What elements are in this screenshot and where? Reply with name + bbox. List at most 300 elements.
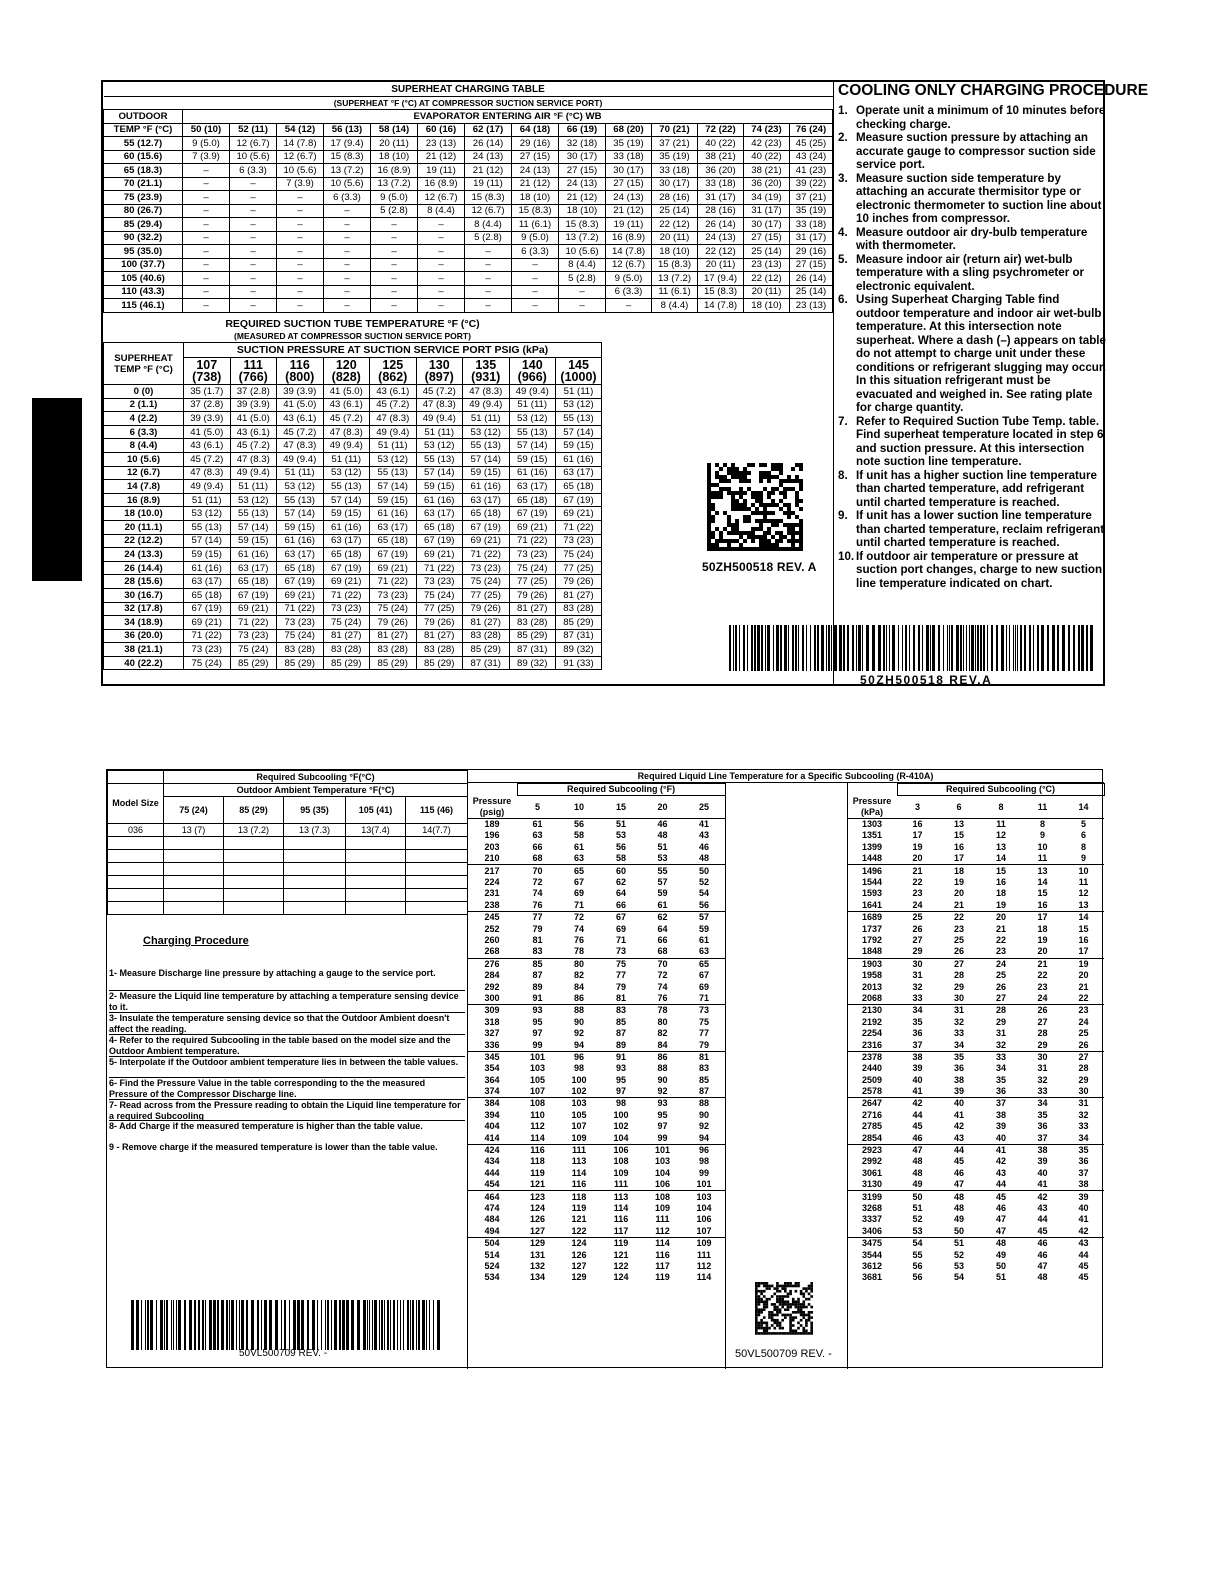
table-cell: 29 xyxy=(995,1016,1006,1027)
table-cell: 37 xyxy=(980,1098,1022,1110)
table-cell: 24 xyxy=(1037,992,1048,1003)
pressure-value: 3681 xyxy=(861,1272,883,1283)
table-cell: 71 xyxy=(573,899,584,910)
step-text: Measure outdoor air dry-bulb temperature with thermometer. xyxy=(856,225,1088,252)
table-cell: 51 (11) xyxy=(463,412,510,426)
column-header: 115 (46) xyxy=(406,797,468,824)
subcooling-f-header: Required Subcooling (°F) xyxy=(517,784,725,796)
pressure-value: 2785 xyxy=(861,1121,883,1132)
table-cell: 74 xyxy=(573,923,584,934)
table-cell: 12 (6.7) xyxy=(465,204,512,218)
table-cell: 16 (8.9) xyxy=(606,231,652,245)
column-header: 5 xyxy=(534,801,540,812)
table-cell: 72 xyxy=(558,912,600,924)
table-cell: 30 (17) xyxy=(652,177,698,191)
table-cell: 23 (13) xyxy=(418,137,465,151)
table-cell: 21 xyxy=(1022,958,1063,970)
table-cell: 53 (12) xyxy=(184,507,231,521)
table-row xyxy=(467,1121,725,1132)
column-header: 50 (10) xyxy=(183,123,230,137)
table-cell: 45 xyxy=(953,1156,964,1167)
superheat-label-text: SUPERHEAT xyxy=(114,352,173,364)
table-cell: – xyxy=(277,258,324,272)
liquid-line-title: Required Liquid Line Temperature for a Specific Subcooling (R-410A) xyxy=(467,770,1104,783)
table-cell: 59 (15) xyxy=(323,507,370,521)
table-cell: 18 (10) xyxy=(559,204,606,218)
table-cell: 54 xyxy=(699,888,710,899)
table-cell: 51 (11) xyxy=(277,466,324,480)
table-cell: – xyxy=(465,258,512,272)
table-cell: 26 xyxy=(1078,1039,1089,1050)
table-row xyxy=(104,245,833,259)
table-cell: – xyxy=(324,258,371,272)
table-row xyxy=(467,1214,725,1225)
table-cell: 66 xyxy=(615,899,626,910)
table-cell: 102 xyxy=(571,1086,587,1097)
row-header: 18 (10.0) xyxy=(104,507,184,521)
table-cell: 12 (6.7) xyxy=(418,191,465,205)
table-cell: 25 (14) xyxy=(744,245,790,259)
table-cell: 47 xyxy=(995,1214,1006,1225)
pressure-value: 2923 xyxy=(847,1144,897,1156)
pressure-kpa-label xyxy=(847,796,897,819)
row-header: 10 (5.6) xyxy=(104,452,184,466)
table-cell: 90 xyxy=(657,1074,668,1085)
table-row xyxy=(847,1098,1104,1110)
table-cell: 13 (7.2) xyxy=(559,231,606,245)
table-cell: 111 xyxy=(655,1214,670,1225)
table-cell: 47 xyxy=(1037,1260,1048,1271)
table-cell: 83 (28) xyxy=(416,643,463,657)
table-cell: 42 xyxy=(1022,1191,1063,1203)
table-row xyxy=(104,656,602,670)
row-header: 2 (1.1) xyxy=(104,398,184,412)
table-cell: 20 xyxy=(1037,946,1048,957)
table-cell: 53 (12) xyxy=(370,452,417,466)
row-header: 16 (8.9) xyxy=(104,493,184,507)
table-cell: – xyxy=(324,285,371,299)
pressure-value: 203 xyxy=(484,841,500,852)
table-cell: 57 (14) xyxy=(416,466,463,480)
table-cell: 81 xyxy=(683,1051,725,1063)
table-cell: 21 xyxy=(1078,981,1089,992)
pressure-value: 2013 xyxy=(861,981,883,992)
table-cell: 79 (26) xyxy=(370,616,417,630)
pressure-value: 238 xyxy=(484,899,500,910)
pressure-header xyxy=(370,358,417,385)
table-cell: 41 xyxy=(953,1109,964,1120)
table-cell: 61 (16) xyxy=(184,561,231,575)
table-cell: 22 xyxy=(912,877,923,888)
table-cell: 15 xyxy=(953,830,964,841)
table-cell: 57 (14) xyxy=(556,425,602,439)
pressure-header xyxy=(509,358,556,385)
table-row xyxy=(467,1039,725,1051)
table-cell: 94 xyxy=(699,1132,710,1143)
pressure-value: 494 xyxy=(484,1225,500,1236)
pressure-header xyxy=(556,358,602,385)
pressure-value: 2130 xyxy=(847,1005,897,1017)
table-row xyxy=(847,842,1104,853)
table-cell: 48 xyxy=(657,830,668,841)
table-cell: – xyxy=(512,285,559,299)
table-cell: 55 (13) xyxy=(463,439,510,453)
table-cell: 30 (17) xyxy=(744,218,790,232)
table-cell: 8 (4.4) xyxy=(559,258,606,272)
table-cell: 111 xyxy=(697,1249,712,1260)
table-cell: 27 xyxy=(912,934,923,945)
table-cell: 49 (9.4) xyxy=(416,412,463,426)
table-cell: 31 (17) xyxy=(744,204,790,218)
table-row xyxy=(847,1132,1104,1144)
table-cell: 39 (22) xyxy=(790,177,833,191)
table-row xyxy=(467,1179,725,1191)
table-row xyxy=(104,588,602,602)
table-cell: 34 xyxy=(1078,1132,1089,1143)
table-cell xyxy=(164,876,224,889)
table-row xyxy=(467,1110,725,1121)
table-cell: 20 (11) xyxy=(698,258,744,272)
table-cell: 114 xyxy=(696,1272,712,1283)
table-cell: 121 xyxy=(613,1249,629,1260)
table-row xyxy=(467,1226,725,1238)
table-cell: 20 xyxy=(953,888,964,899)
table-cell: 31 xyxy=(995,1028,1006,1039)
table-cell: 57 (14) xyxy=(463,452,510,466)
table-cell: 16 xyxy=(1037,899,1048,910)
table-cell: 43 (6.1) xyxy=(370,385,417,399)
table-cell: 29 (16) xyxy=(790,245,833,259)
table-cell: 11 xyxy=(1037,853,1048,864)
charging-step: 3- Insulate the temperature sensing device so that the Outdoor Ambient doesn't affect the reading. xyxy=(109,1012,465,1035)
table-row xyxy=(847,993,1104,1005)
row-header: 34 (18.9) xyxy=(104,616,184,630)
table-cell: 69 (21) xyxy=(416,548,463,562)
table-cell: 31 (17) xyxy=(698,191,744,205)
table-cell: 14 (7.8) xyxy=(606,245,652,259)
table-cell: 85 (29) xyxy=(323,656,370,670)
table-cell: 58 xyxy=(573,830,584,841)
table-row xyxy=(467,1086,725,1098)
table-cell: 67 (19) xyxy=(509,507,556,521)
table-cell: – xyxy=(465,245,512,259)
table-cell: 24 (13) xyxy=(606,191,652,205)
table-cell: 52 xyxy=(699,877,710,888)
charging-step: 2- Measure the Liquid line temperature by attaching a temperature sensing device to it. xyxy=(109,990,465,1013)
table-cell: 107 xyxy=(529,1086,546,1097)
table-row xyxy=(467,993,725,1005)
table-cell: 28 xyxy=(1037,1028,1048,1039)
table-cell: 59 (15) xyxy=(463,466,510,480)
table-row xyxy=(847,1272,1104,1283)
pressure-value: 2316 xyxy=(861,1039,883,1050)
table-cell: 105 xyxy=(529,1074,546,1085)
table-cell: 49 xyxy=(912,1179,923,1190)
suction-title: REQUIRED SUCTION TUBE TEMPERATURE °F (°C) xyxy=(225,317,480,330)
table-cell: 5 xyxy=(1063,818,1104,830)
part-number: 50VL500709 REV. - xyxy=(735,1348,832,1360)
empty-row xyxy=(108,837,468,850)
pressure-value: 2992 xyxy=(861,1156,883,1167)
table-cell xyxy=(108,902,164,915)
column-header: 74 (23) xyxy=(744,123,790,137)
model-size: 036 xyxy=(108,824,164,837)
table-cell: 39 (3.9) xyxy=(230,398,277,412)
row-header: 75 (23.9) xyxy=(104,191,183,205)
column-header: 6 xyxy=(956,801,962,812)
table-cell: 82 xyxy=(573,970,584,981)
pressure-value: 1399 xyxy=(861,841,883,852)
table-row xyxy=(847,1005,1104,1017)
table-cell: 28 (16) xyxy=(652,191,698,205)
table-cell: 16 xyxy=(953,841,964,852)
table-cell: 20 xyxy=(912,853,923,864)
pressure-value: 1903 xyxy=(847,958,897,970)
table-cell: 35 (19) xyxy=(652,150,698,164)
table-cell: 23 xyxy=(1063,1005,1104,1017)
row-header: 36 (20.0) xyxy=(104,629,184,643)
table-cell xyxy=(108,837,164,850)
column-header: 3 xyxy=(914,801,920,812)
column-header: 14 xyxy=(1078,801,1089,812)
table-row xyxy=(104,616,602,630)
table-cell: 43 (6.1) xyxy=(323,398,370,412)
table-cell: 57 (14) xyxy=(184,534,231,548)
table-cell: 43 (6.1) xyxy=(230,425,277,439)
pressure-value: 534 xyxy=(484,1272,500,1283)
table-cell: 108 xyxy=(517,1098,558,1110)
table-row xyxy=(104,150,833,164)
table-row xyxy=(467,1249,725,1260)
table-cell xyxy=(164,837,224,850)
table-cell: 65 xyxy=(558,865,600,877)
table-cell xyxy=(284,902,346,915)
pressure-value: 1303 xyxy=(847,818,897,830)
table-cell: 28 xyxy=(1078,1063,1089,1074)
table-cell: 27 (15) xyxy=(744,231,790,245)
table-cell: 31 xyxy=(938,1005,980,1017)
table-row xyxy=(847,877,1104,888)
pressure-value: 2068 xyxy=(861,992,883,1003)
table-cell: – xyxy=(183,204,230,218)
table-cell: 20 xyxy=(980,912,1022,924)
table-cell: 28 (16) xyxy=(698,204,744,218)
table-cell: 10 (5.6) xyxy=(324,177,371,191)
table-cell: 17 (9.4) xyxy=(324,137,371,151)
table-cell: 69 (21) xyxy=(463,534,510,548)
table-cell: 18 (10) xyxy=(512,191,559,205)
table-cell: 88 xyxy=(558,1005,600,1017)
step-text: If unit has a higher suction line temperature than charted temperature, add refrigerant until charted temperature is reached. xyxy=(856,468,1097,509)
pressure-value: 292 xyxy=(484,981,500,992)
table-cell: 63 xyxy=(699,946,710,957)
table-cell: 69 (21) xyxy=(370,561,417,575)
pressure-value: 424 xyxy=(467,1144,517,1156)
table-cell: – xyxy=(277,299,324,313)
table-cell: 91 xyxy=(600,1051,642,1063)
table-cell: 13 (7.2) xyxy=(324,164,371,178)
table-cell: 13 xyxy=(938,818,980,830)
table-cell: 112 xyxy=(696,1260,712,1271)
table-cell xyxy=(406,837,468,850)
table-row xyxy=(467,842,725,853)
table-cell: 75 (24) xyxy=(463,575,510,589)
table-cell: 37 xyxy=(1037,1132,1048,1143)
table-cell: 103 xyxy=(654,1156,671,1167)
table-cell: 22 (12) xyxy=(698,245,744,259)
row-header: 110 (43.3) xyxy=(104,285,183,299)
pressure-value: 2854 xyxy=(861,1132,883,1143)
table-row xyxy=(467,900,725,912)
table-cell: 36 xyxy=(1078,1156,1089,1167)
table-cell: 63 xyxy=(532,830,543,841)
table-cell: 106 xyxy=(696,1214,712,1225)
table-cell: 42 xyxy=(897,1098,938,1110)
pressure-label: Pressure xyxy=(852,795,892,806)
table-row xyxy=(847,1110,1104,1121)
superheat-label xyxy=(101,80,1149,687)
pressure-value: 524 xyxy=(484,1260,500,1271)
table-cell: 31 xyxy=(912,970,923,981)
step-number: 8. xyxy=(838,468,848,482)
table-cell: 59 (15) xyxy=(556,439,602,453)
table-cell: 75 (24) xyxy=(556,548,602,562)
table-cell: 30 (17) xyxy=(559,150,606,164)
table-cell: – xyxy=(371,272,418,286)
table-cell: 21 xyxy=(953,899,964,910)
table-cell xyxy=(164,850,224,863)
table-cell: – xyxy=(183,245,230,259)
table-cell: 30 xyxy=(1078,1086,1089,1097)
table-cell: 86 xyxy=(573,992,584,1003)
table-cell: 131 xyxy=(529,1249,546,1260)
table-row xyxy=(467,877,725,888)
table-cell: 81 (27) xyxy=(556,588,602,602)
pressure-psig: 120 xyxy=(335,358,357,372)
table-cell: 52 xyxy=(953,1249,964,1260)
table-cell: 56 xyxy=(912,1260,923,1271)
superheat-subtitle: (SUPERHEAT °F (°C) AT COMPRESSOR SUCTION SERVICE PORT) xyxy=(333,97,603,108)
table-cell: – xyxy=(230,299,277,313)
table-cell: 75 (24) xyxy=(323,616,370,630)
table-cell: 73 (23) xyxy=(509,548,556,562)
table-cell: 48 xyxy=(699,853,710,864)
pressure-psig: 107 xyxy=(196,358,218,372)
table-cell: 40 xyxy=(995,1132,1006,1143)
table-cell: 65 xyxy=(683,958,725,970)
pressure-value: 414 xyxy=(484,1132,500,1143)
table-cell: 81 (27) xyxy=(509,602,556,616)
table-cell: 22 (12) xyxy=(744,272,790,286)
table-cell: – xyxy=(371,245,418,259)
table-cell: 14 (7.8) xyxy=(277,137,324,151)
table-cell: 29 xyxy=(912,946,923,957)
table-cell: 17 xyxy=(953,853,964,864)
table-cell: 62 xyxy=(615,877,626,888)
table-cell: 57 (14) xyxy=(370,480,417,494)
pressure-value: 1496 xyxy=(847,865,897,877)
pressure-value: 336 xyxy=(484,1039,500,1050)
table-cell: 55 (13) xyxy=(323,480,370,494)
column-header: 62 (17) xyxy=(465,123,512,137)
table-cell: 116 xyxy=(517,1144,558,1156)
table-cell: 23 xyxy=(912,888,923,899)
table-cell: 48 xyxy=(912,1167,923,1178)
table-cell: 49 (9.4) xyxy=(509,385,556,399)
pressure-kpa: (1000) xyxy=(560,370,597,384)
table-cell: – xyxy=(606,299,652,313)
table-cell: 13 xyxy=(995,841,1006,852)
table-cell: 26 xyxy=(912,923,923,934)
table-cell: – xyxy=(183,164,230,178)
table-cell: 126 xyxy=(529,1214,546,1225)
pressure-psig: 135 xyxy=(475,358,497,372)
table-cell: 107 xyxy=(571,1121,587,1132)
table-cell: 48 xyxy=(912,1156,923,1167)
pressure-value: 3544 xyxy=(861,1249,883,1260)
table-cell: 40 xyxy=(1037,1167,1048,1178)
table-cell: 46 xyxy=(1037,1249,1048,1260)
table-cell: 45 (7.2) xyxy=(277,425,324,439)
superheat-charging-table xyxy=(103,82,833,313)
table-cell: 9 (5.0) xyxy=(606,272,652,286)
table-cell: 14(7.7) xyxy=(406,824,468,837)
pressure-value: 224 xyxy=(484,877,500,888)
table-cell: 13 (7) xyxy=(164,824,224,837)
table-cell: 85 xyxy=(517,958,558,970)
table-cell: 63 (17) xyxy=(556,466,602,480)
table-cell: 83 xyxy=(699,1063,710,1074)
table-cell: 67 (19) xyxy=(184,602,231,616)
row-header: 60 (15.6) xyxy=(104,150,183,164)
table-cell: 127 xyxy=(571,1260,587,1271)
table-cell: 57 xyxy=(657,877,668,888)
table-cell: 77 (25) xyxy=(463,588,510,602)
pressure-value: 444 xyxy=(484,1167,500,1178)
table-row xyxy=(847,818,1104,830)
table-cell: 35 xyxy=(995,1074,1006,1085)
table-cell: 73 (23) xyxy=(230,629,277,643)
table-cell: – xyxy=(559,299,606,313)
table-cell xyxy=(284,837,346,850)
table-cell: 97 xyxy=(615,1086,626,1097)
table-cell: 10 (5.6) xyxy=(559,245,606,259)
table-cell: 19 (11) xyxy=(465,177,512,191)
table-cell: 44 xyxy=(1037,1214,1048,1225)
table-cell: 105 xyxy=(571,1109,587,1120)
table-cell: 21 (12) xyxy=(606,204,652,218)
table-cell: 61 xyxy=(657,899,668,910)
table-cell: 37 (21) xyxy=(790,191,833,205)
table-cell: 116 xyxy=(571,1179,587,1190)
table-row xyxy=(467,1272,725,1283)
table-cell: 104 xyxy=(613,1132,629,1143)
table-cell: 104 xyxy=(654,1167,671,1178)
table-cell: 64 xyxy=(657,923,668,934)
pressure-kpa: (828) xyxy=(331,370,361,384)
empty-row xyxy=(108,863,468,876)
table-cell: 37 xyxy=(1078,1167,1089,1178)
table-cell: 43 (24) xyxy=(790,150,833,164)
pressure-value: 2254 xyxy=(861,1028,883,1039)
table-row xyxy=(104,480,602,494)
table-cell: 50 xyxy=(683,865,725,877)
pressure-value: 1593 xyxy=(861,888,883,899)
table-cell: 81 (27) xyxy=(416,629,463,643)
table-cell: 113 xyxy=(571,1156,587,1167)
superheat-title: SUPERHEAT CHARGING TABLE xyxy=(104,82,833,97)
table-cell: 73 xyxy=(683,1005,725,1017)
